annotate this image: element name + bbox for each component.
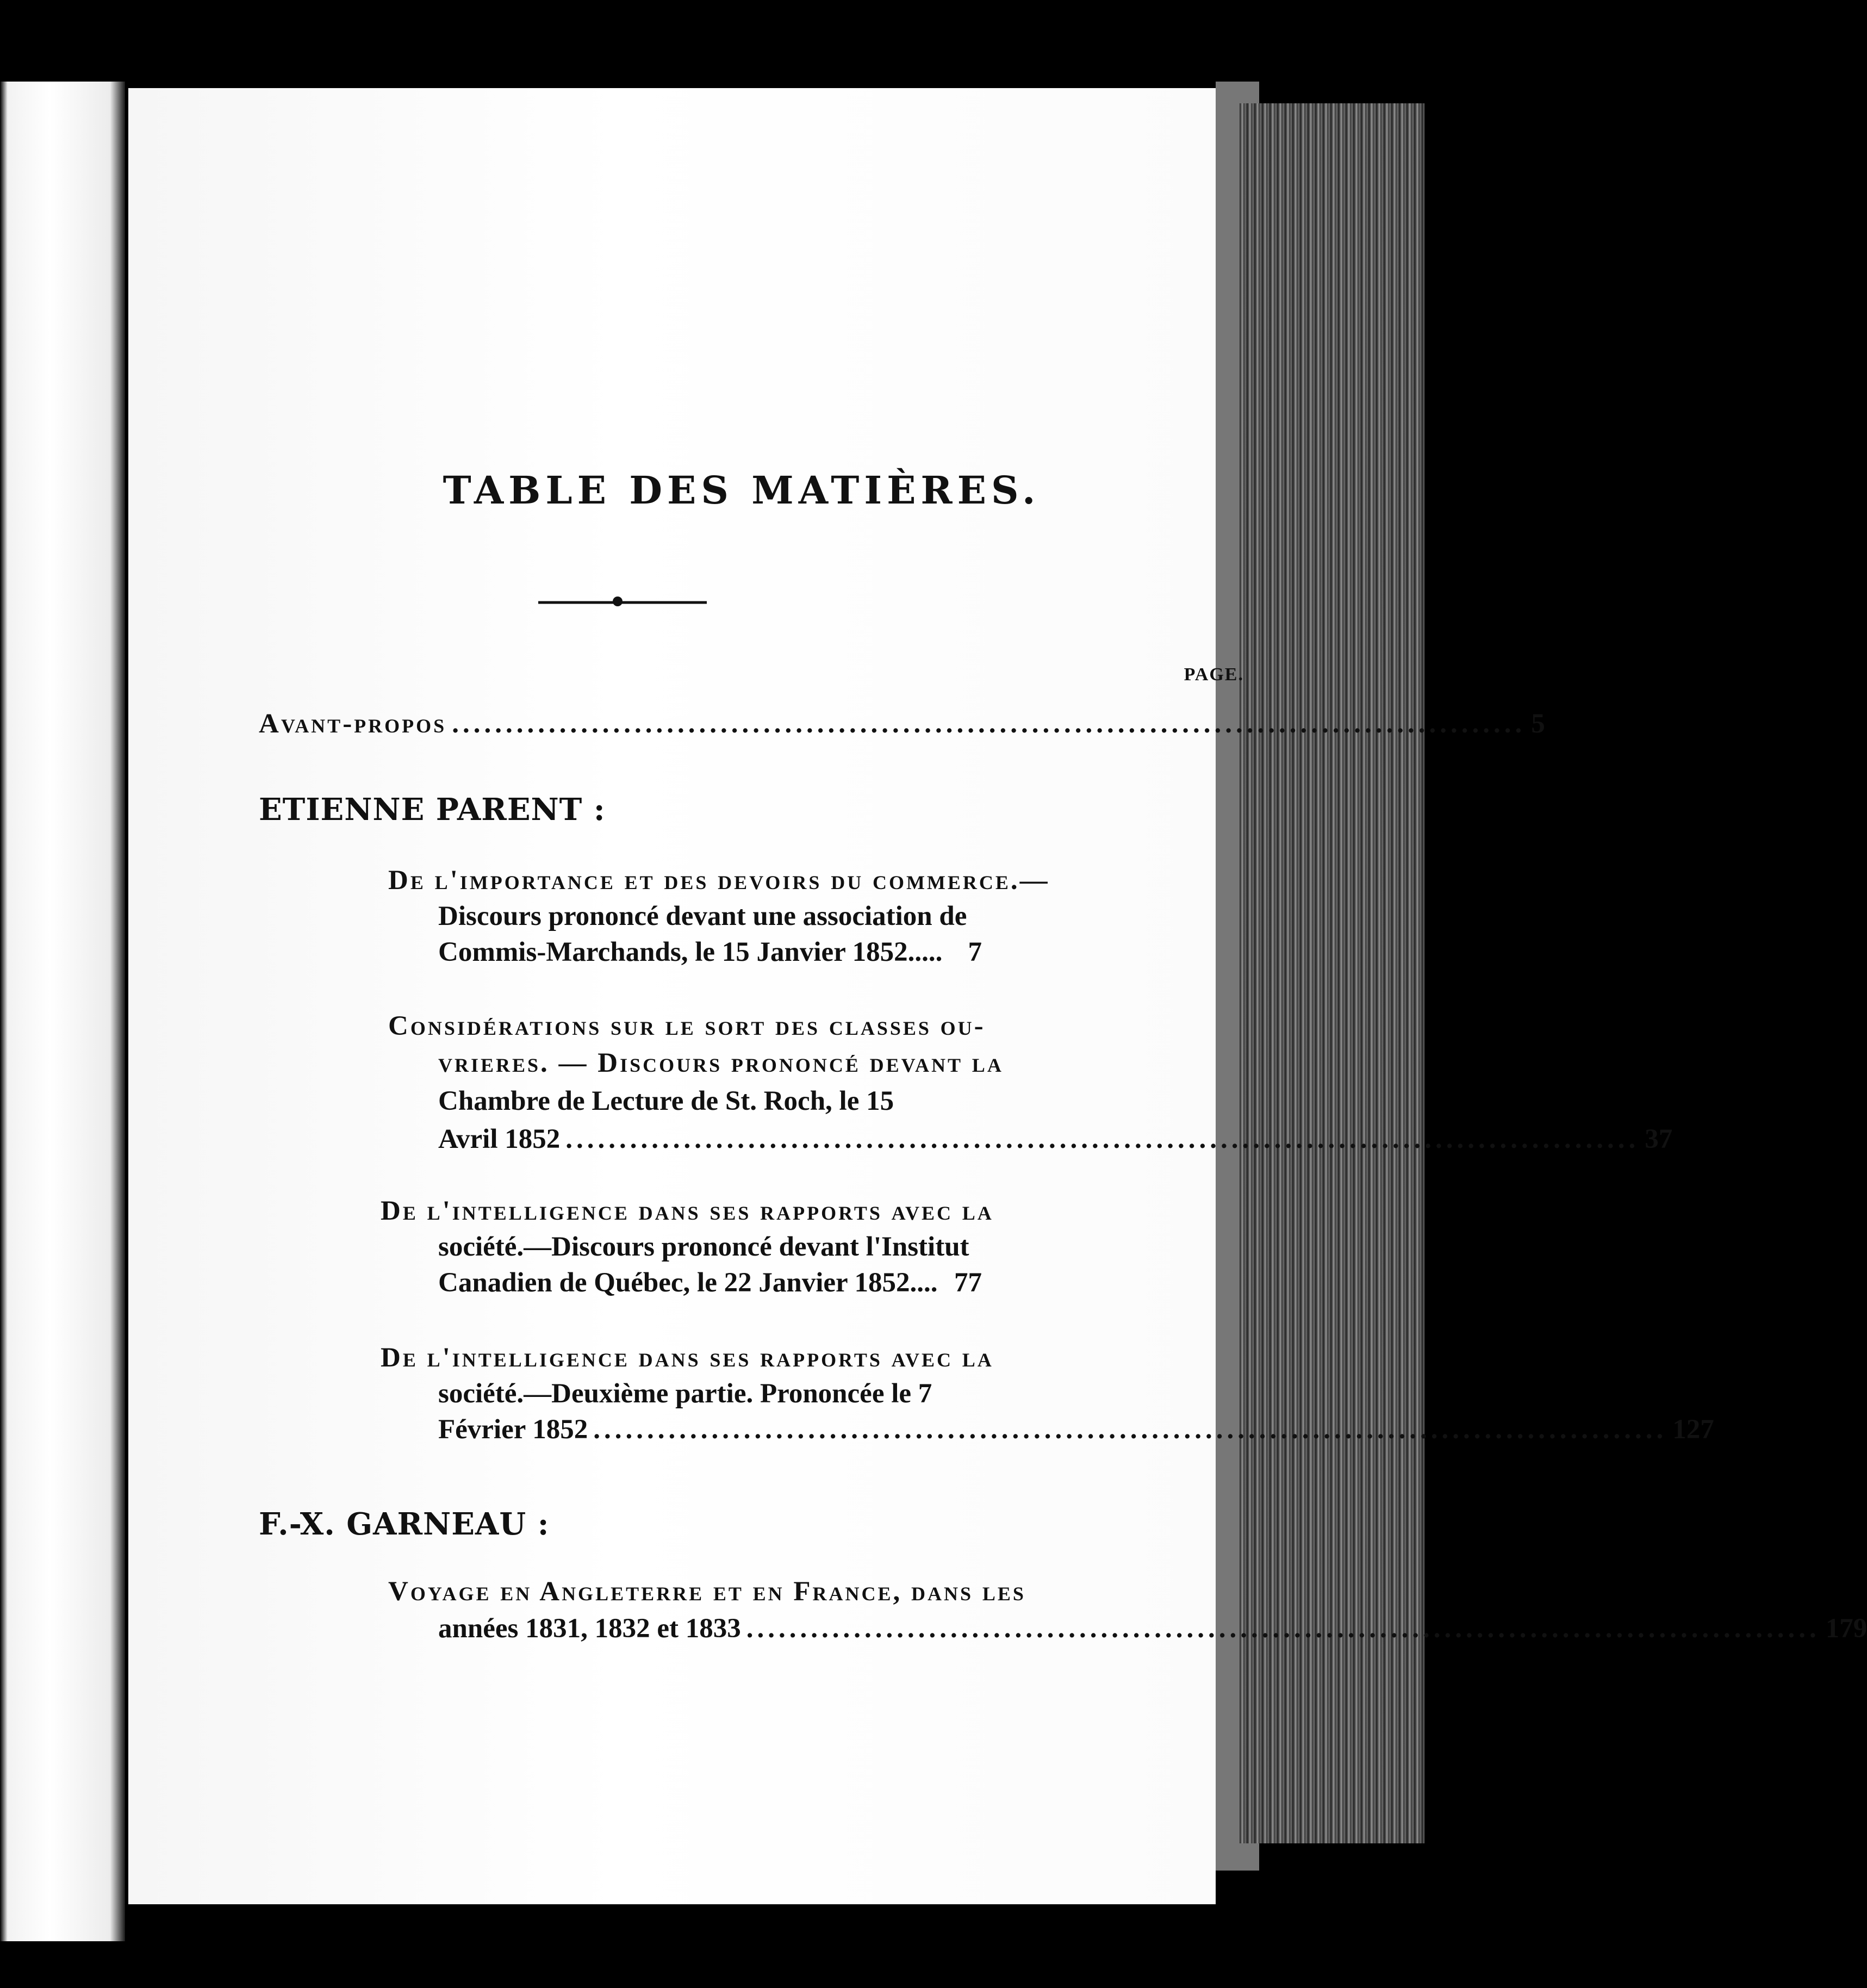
page-number: 127 [1672, 1414, 1714, 1445]
toc-entry-line: Considérations sur le sort des classes ou- [388, 1011, 986, 1041]
toc-entry-line: société.—Discours prononcé devant l'Institut [438, 1232, 969, 1262]
facing-page-edge [0, 82, 125, 1941]
section-author-etienne-parent: ETIENNE PARENT : [259, 792, 606, 828]
toc-entry-line: Voyage en Angleterre et en France, dans les [388, 1576, 1026, 1607]
toc-title: TABLE DES MATIÈRES. [443, 468, 1041, 513]
page-number: 179 [1825, 1613, 1867, 1644]
toc-entry-line: vrieres. — Discours prononcé devant la [438, 1048, 1004, 1078]
dot-leader: .................................................................................................... [746, 1613, 1820, 1644]
toc-entry-importance-commerce[interactable]: Commis-Marchands, le 15 Janvier 1852..... 7 [438, 937, 982, 967]
toc-entry-intelligence-1[interactable]: Canadien de Québec, le 22 Janvier 1852.... 77 [438, 1268, 982, 1298]
section-author-garneau: F.-X. GARNEAU : [259, 1506, 550, 1542]
page-number: 37 [1645, 1124, 1673, 1154]
page-number: 7 [968, 937, 982, 967]
toc-entry-line: Chambre de Lecture de St. Roch, le 15 [438, 1086, 894, 1116]
toc-entry-line: société.—Deuxième partie. Prononcée le 7 [438, 1378, 932, 1409]
toc-entry-line: De l'intelligence dans ses rapports avec la [381, 1343, 994, 1373]
dot-leader: .................................................................................................... [593, 1414, 1667, 1445]
toc-entry-considerations-classes[interactable]: Avril 1852 .................................................................................................... 37 [438, 1124, 1673, 1154]
toc-entry-line: Discours prononcé devant une association de [438, 901, 967, 931]
toc-entry-intelligence-2[interactable]: Février 1852 .................................................................................................... 127 [438, 1414, 1714, 1445]
page-stack-edges [1240, 103, 1424, 1843]
toc-entry-line: De l'intelligence dans ses rapports avec la [381, 1196, 994, 1226]
page-number: 5 [1531, 709, 1545, 739]
dot-leader: .................................................................................................... [452, 709, 1526, 739]
ornament-divider [538, 595, 707, 610]
toc-entry-voyage[interactable]: années 1831, 1832 et 1833 .................................................................................................... 179 [438, 1613, 1867, 1644]
dot-leader: .................................................................................................... [565, 1124, 1640, 1154]
toc-entry-avant-propos[interactable] [259, 708, 1545, 740]
entry-title: Avant-propos [259, 709, 447, 739]
page-number: 77 [954, 1268, 982, 1298]
toc-entry-line: De l'importance et des devoirs du commerce.— [388, 865, 1050, 896]
page-column-header: PAGE. [1184, 664, 1244, 685]
